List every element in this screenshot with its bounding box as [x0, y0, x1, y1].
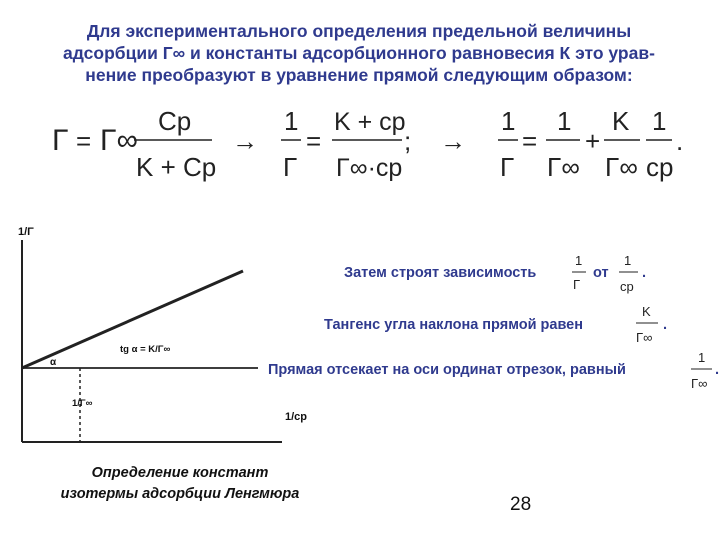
- eq1-denominator: K + Cp: [136, 152, 217, 182]
- eq1-gamma: Γ: [52, 124, 69, 157]
- note-1-prefix: Затем строят зависимость: [344, 265, 537, 281]
- note-3-prefix: Прямая отсекает на оси ординат отрезок, равный: [268, 362, 626, 378]
- note-2-frac-den: Γ∞: [636, 330, 653, 345]
- eq1-equals: =: [76, 126, 92, 156]
- eq3-one-c: 1: [652, 106, 667, 136]
- alpha-label: α: [50, 357, 57, 368]
- equations: [0, 100, 720, 190]
- eq2-semicolon: ;: [404, 126, 412, 156]
- eq3-gamma-inf: Γ∞: [547, 152, 580, 182]
- linear-equation: [498, 106, 683, 182]
- note-3-end: .: [715, 362, 720, 378]
- eq1-gamma-inf: Γ∞: [100, 124, 138, 157]
- y-axis-label: 1/Γ: [18, 226, 34, 238]
- note-2-end: .: [663, 317, 668, 333]
- eq1-numerator: Cp: [158, 106, 192, 136]
- explanatory-notes: [260, 250, 720, 410]
- intercept-label: 1/Γ∞: [72, 398, 93, 409]
- eq3-gamma: Γ: [500, 152, 515, 182]
- eq3-gamma-inf-b: Γ∞: [605, 152, 638, 182]
- note-1-frac-b-den: cp: [620, 279, 634, 294]
- eq3-k: K: [612, 106, 630, 136]
- heading-line-2: адсорбции Г∞ и константы адсорбционного равновесия К это урав-: [63, 43, 655, 63]
- figure-caption: [30, 463, 330, 505]
- slope-label: tg α = K/Γ∞: [120, 344, 171, 355]
- note-1-from: от: [593, 265, 609, 281]
- note-1-end: .: [642, 265, 647, 281]
- page-number: 28: [510, 494, 532, 515]
- note-3-frac-den: Γ∞: [691, 376, 708, 391]
- note-1-frac-a-num: 1: [575, 253, 583, 268]
- caption-line-2: изотермы адсорбции Ленгмюра: [60, 486, 300, 502]
- eq2-gamma: Γ: [283, 152, 298, 182]
- eq2-denominator: Γ∞·cp: [336, 154, 403, 182]
- eq3-period: .: [676, 126, 684, 156]
- reciprocal-equation: [281, 106, 411, 182]
- eq2-equals: =: [306, 126, 322, 156]
- caption-line-1: Определение констант: [91, 465, 269, 481]
- heading-line-3: нение преобразуют в уравнение прямой следующим образом:: [85, 65, 633, 85]
- arrow-2: →: [440, 126, 466, 156]
- eq3-equals: =: [522, 126, 538, 156]
- note-1-frac-b-num: 1: [624, 253, 632, 268]
- x-axis-label: 1/cp: [285, 411, 308, 423]
- eq3-one-b: 1: [557, 106, 572, 136]
- note-1-frac-a-den: Γ: [573, 277, 581, 292]
- heading-line-1: Для экспериментального определения предельной величины: [86, 21, 632, 41]
- eq3-plus: +: [585, 126, 601, 156]
- note-3-frac-num: 1: [698, 350, 706, 365]
- eq3-one: 1: [501, 106, 516, 136]
- arrow-1: →: [232, 126, 258, 156]
- eq2-numerator: K + cp: [334, 108, 406, 136]
- heading: [14, 20, 704, 86]
- eq3-cp: cp: [646, 152, 674, 182]
- eq2-one: 1: [284, 106, 299, 136]
- langmuir-equation: [52, 106, 216, 182]
- note-2-frac-num: K: [642, 304, 651, 319]
- note-2-prefix: Тангенс угла наклона прямой равен: [324, 317, 583, 333]
